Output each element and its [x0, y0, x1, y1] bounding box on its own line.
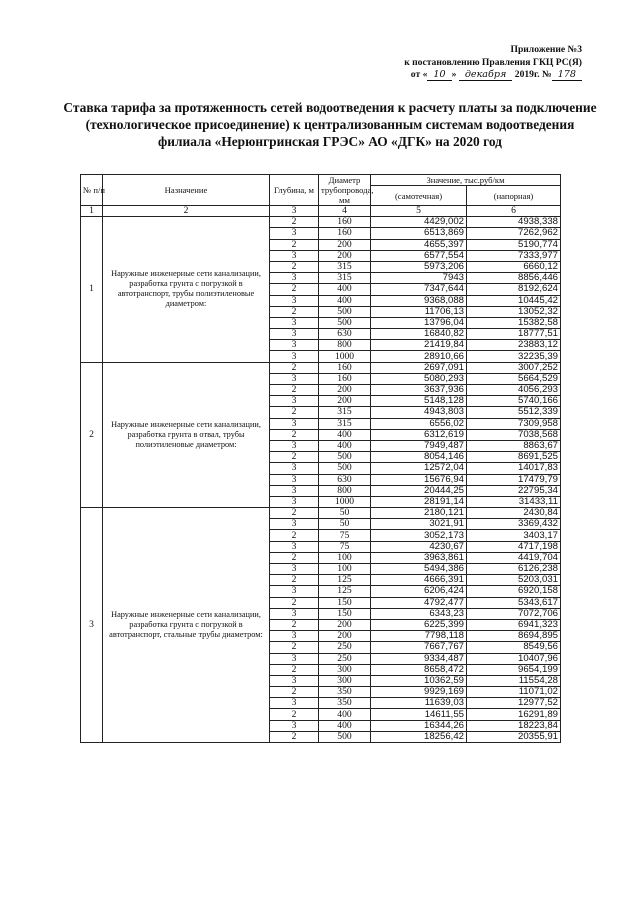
- depth-cell: 3: [270, 631, 319, 642]
- depth-cell: 3: [270, 463, 319, 474]
- gravity-value-cell: 4230,67: [371, 541, 467, 552]
- diameter-cell: 300: [319, 664, 371, 675]
- pressure-value-cell: 4056,293: [467, 385, 561, 396]
- gravity-value-cell: 7667,767: [371, 642, 467, 653]
- pressure-value-cell: 12977,52: [467, 698, 561, 709]
- gravity-value-cell: 7943: [371, 273, 467, 284]
- depth-cell: 3: [270, 675, 319, 686]
- depth-cell: 3: [270, 396, 319, 407]
- diameter-cell: 1000: [319, 351, 371, 362]
- diameter-cell: 200: [319, 385, 371, 396]
- diameter-cell: 300: [319, 675, 371, 686]
- header-no: № п/п: [81, 175, 103, 206]
- diameter-cell: 350: [319, 687, 371, 698]
- diameter-cell: 315: [319, 273, 371, 284]
- gravity-value-cell: 6577,554: [371, 250, 467, 261]
- gravity-value-cell: 3963,861: [371, 552, 467, 563]
- diameter-cell: 200: [319, 396, 371, 407]
- depth-cell: 3: [270, 418, 319, 429]
- pressure-value-cell: 23883,12: [467, 340, 561, 351]
- pressure-value-cell: 16291,89: [467, 709, 561, 720]
- pressure-value-cell: 8863,67: [467, 440, 561, 451]
- depth-cell: 2: [270, 664, 319, 675]
- diameter-cell: 350: [319, 698, 371, 709]
- depth-cell: 3: [270, 586, 319, 597]
- pressure-value-cell: 5343,617: [467, 597, 561, 608]
- diameter-cell: 75: [319, 541, 371, 552]
- diameter-cell: 125: [319, 586, 371, 597]
- diameter-cell: 160: [319, 362, 371, 373]
- gravity-value-cell: 2180,121: [371, 508, 467, 519]
- gravity-value-cell: 11706,13: [371, 306, 467, 317]
- depth-cell: 3: [270, 340, 319, 351]
- pressure-value-cell: 8549,56: [467, 642, 561, 653]
- pressure-value-cell: 3403,17: [467, 530, 561, 541]
- depth-cell: 3: [270, 273, 319, 284]
- pressure-value-cell: 8694,895: [467, 631, 561, 642]
- pressure-value-cell: 31433,11: [467, 496, 561, 507]
- depth-cell: 3: [270, 295, 319, 306]
- gravity-value-cell: 4792,477: [371, 597, 467, 608]
- diameter-cell: 800: [319, 340, 371, 351]
- header-pressure: (напорная): [467, 186, 561, 206]
- depth-cell: 2: [270, 362, 319, 373]
- table-row: [81, 362, 561, 373]
- date-year: 2019г. №: [514, 69, 552, 81]
- table-row: [81, 508, 561, 519]
- gravity-value-cell: 7949,487: [371, 440, 467, 451]
- col-number: 3: [270, 206, 319, 217]
- header-value: Значение, тыс.руб/км: [371, 175, 561, 186]
- pressure-value-cell: 5203,031: [467, 575, 561, 586]
- pressure-value-cell: 4717,198: [467, 541, 561, 552]
- depth-cell: 2: [270, 239, 319, 250]
- header-purpose: Назначение: [103, 175, 270, 206]
- gravity-value-cell: 15676,94: [371, 474, 467, 485]
- depth-cell: 3: [270, 720, 319, 731]
- diameter-cell: 100: [319, 564, 371, 575]
- pressure-value-cell: 7262,962: [467, 228, 561, 239]
- pressure-value-cell: 5190,774: [467, 239, 561, 250]
- group-number: 2: [81, 362, 103, 507]
- appendix-block: [404, 44, 582, 82]
- gravity-value-cell: 4655,397: [371, 239, 467, 250]
- depth-cell: 2: [270, 575, 319, 586]
- gravity-value-cell: 6556,02: [371, 418, 467, 429]
- diameter-cell: 400: [319, 709, 371, 720]
- diameter-cell: 315: [319, 407, 371, 418]
- diameter-cell: 150: [319, 597, 371, 608]
- pressure-value-cell: 17479,79: [467, 474, 561, 485]
- pressure-value-cell: 6660,12: [467, 261, 561, 272]
- depth-cell: 3: [270, 440, 319, 451]
- depth-cell: 2: [270, 284, 319, 295]
- appendix-title: Приложение №3: [510, 44, 582, 55]
- pressure-value-cell: 7309,958: [467, 418, 561, 429]
- depth-cell: 2: [270, 217, 319, 228]
- pressure-value-cell: 4419,704: [467, 552, 561, 563]
- diameter-cell: 160: [319, 373, 371, 384]
- depth-cell: 3: [270, 474, 319, 485]
- pressure-value-cell: 6941,323: [467, 619, 561, 630]
- header-depth: Глубина, м: [270, 175, 319, 206]
- diameter-cell: 400: [319, 429, 371, 440]
- gravity-value-cell: 7347,644: [371, 284, 467, 295]
- appendix-date-line: [404, 69, 582, 82]
- gravity-value-cell: 16840,82: [371, 329, 467, 340]
- depth-cell: 2: [270, 597, 319, 608]
- depth-cell: 3: [270, 653, 319, 664]
- gravity-value-cell: 6343,23: [371, 608, 467, 619]
- depth-cell: 3: [270, 608, 319, 619]
- pressure-value-cell: 4938,338: [467, 217, 561, 228]
- depth-cell: 2: [270, 552, 319, 563]
- pressure-value-cell: 18777,51: [467, 329, 561, 340]
- pressure-value-cell: 5664,529: [467, 373, 561, 384]
- depth-cell: 2: [270, 306, 319, 317]
- depth-cell: 3: [270, 250, 319, 261]
- gravity-value-cell: 9929,169: [371, 687, 467, 698]
- pressure-value-cell: 5512,339: [467, 407, 561, 418]
- gravity-value-cell: 28910,66: [371, 351, 467, 362]
- handwritten-day: 10: [427, 69, 451, 81]
- pressure-value-cell: 7072,706: [467, 608, 561, 619]
- gravity-value-cell: 8658,472: [371, 664, 467, 675]
- diameter-cell: 400: [319, 720, 371, 731]
- diameter-cell: 125: [319, 575, 371, 586]
- diameter-cell: 160: [319, 217, 371, 228]
- diameter-cell: 50: [319, 519, 371, 530]
- pressure-value-cell: 13052,32: [467, 306, 561, 317]
- depth-cell: 3: [270, 698, 319, 709]
- header-gravity: (самотечная): [371, 186, 467, 206]
- gravity-value-cell: 18256,42: [371, 731, 467, 742]
- depth-cell: 2: [270, 731, 319, 742]
- gravity-value-cell: 9334,487: [371, 653, 467, 664]
- diameter-cell: 200: [319, 239, 371, 250]
- col-number: 2: [103, 206, 270, 217]
- gravity-value-cell: 12572,04: [371, 463, 467, 474]
- gravity-value-cell: 14611,55: [371, 709, 467, 720]
- gravity-value-cell: 4666,391: [371, 575, 467, 586]
- group-number: 3: [81, 508, 103, 743]
- pressure-value-cell: 14017,83: [467, 463, 561, 474]
- diameter-cell: 630: [319, 329, 371, 340]
- pressure-value-cell: 20355,91: [467, 731, 561, 742]
- col-number: 1: [81, 206, 103, 217]
- table-row: [81, 217, 561, 228]
- pressure-value-cell: 10445,42: [467, 295, 561, 306]
- depth-cell: 2: [270, 530, 319, 541]
- pressure-value-cell: 6126,238: [467, 564, 561, 575]
- gravity-value-cell: 6312,619: [371, 429, 467, 440]
- group-description: Наружные инженерные сети канализации, разработка грунта с погрузкой в автотранспорт, стальные трубы диаметром:: [103, 508, 270, 743]
- depth-cell: 2: [270, 709, 319, 720]
- gravity-value-cell: 20444,25: [371, 485, 467, 496]
- depth-cell: 2: [270, 642, 319, 653]
- diameter-cell: 50: [319, 508, 371, 519]
- gravity-value-cell: 5148,128: [371, 396, 467, 407]
- depth-cell: 3: [270, 541, 319, 552]
- diameter-cell: 500: [319, 452, 371, 463]
- pressure-value-cell: 8691,525: [467, 452, 561, 463]
- gravity-value-cell: 21419,84: [371, 340, 467, 351]
- diameter-cell: 630: [319, 474, 371, 485]
- gravity-value-cell: 16344,26: [371, 720, 467, 731]
- pressure-value-cell: 32235,39: [467, 351, 561, 362]
- gravity-value-cell: 9368,088: [371, 295, 467, 306]
- diameter-cell: 400: [319, 440, 371, 451]
- gravity-value-cell: 5494,386: [371, 564, 467, 575]
- col-number: 4: [319, 206, 371, 217]
- depth-cell: 3: [270, 485, 319, 496]
- depth-cell: 3: [270, 373, 319, 384]
- gravity-value-cell: 4429,002: [371, 217, 467, 228]
- gravity-value-cell: 13796,04: [371, 317, 467, 328]
- diameter-cell: 400: [319, 295, 371, 306]
- depth-cell: 2: [270, 429, 319, 440]
- diameter-cell: 500: [319, 317, 371, 328]
- depth-cell: 3: [270, 228, 319, 239]
- gravity-value-cell: 2697,091: [371, 362, 467, 373]
- depth-cell: 3: [270, 564, 319, 575]
- gravity-value-cell: 6225,399: [371, 619, 467, 630]
- depth-cell: 2: [270, 452, 319, 463]
- depth-cell: 2: [270, 261, 319, 272]
- column-number-row: [81, 206, 561, 217]
- diameter-cell: 250: [319, 642, 371, 653]
- pressure-value-cell: 15382,58: [467, 317, 561, 328]
- header-diameter: Диаметр трубопровода, мм: [319, 175, 371, 206]
- pressure-value-cell: 8192,624: [467, 284, 561, 295]
- gravity-value-cell: 10362,59: [371, 675, 467, 686]
- pressure-value-cell: 11071,02: [467, 687, 561, 698]
- handwritten-number: 178: [552, 69, 582, 81]
- gravity-value-cell: 11639,03: [371, 698, 467, 709]
- col-number: 5: [371, 206, 467, 217]
- depth-cell: 3: [270, 329, 319, 340]
- diameter-cell: 400: [319, 284, 371, 295]
- date-prefix: от «: [410, 69, 428, 81]
- group-description: Наружные инженерные сети канализации, разработка грунта с погрузкой в автотранспорт, трубы полиэтиленовые диаметром:: [103, 217, 270, 362]
- depth-cell: 2: [270, 385, 319, 396]
- depth-cell: 2: [270, 508, 319, 519]
- pressure-value-cell: 2430,84: [467, 508, 561, 519]
- col-number: 6: [467, 206, 561, 217]
- gravity-value-cell: 5080,293: [371, 373, 467, 384]
- diameter-cell: 500: [319, 306, 371, 317]
- gravity-value-cell: 4943,803: [371, 407, 467, 418]
- depth-cell: 3: [270, 519, 319, 530]
- diameter-cell: 200: [319, 631, 371, 642]
- depth-cell: 3: [270, 317, 319, 328]
- diameter-cell: 75: [319, 530, 371, 541]
- depth-cell: 2: [270, 619, 319, 630]
- pressure-value-cell: 11554,28: [467, 675, 561, 686]
- gravity-value-cell: 6206,424: [371, 586, 467, 597]
- depth-cell: 2: [270, 407, 319, 418]
- diameter-cell: 315: [319, 418, 371, 429]
- gravity-value-cell: 3637,936: [371, 385, 467, 396]
- gravity-value-cell: 28191,14: [371, 496, 467, 507]
- depth-cell: 3: [270, 496, 319, 507]
- group-number: 1: [81, 217, 103, 362]
- diameter-cell: 500: [319, 731, 371, 742]
- gravity-value-cell: 3052,173: [371, 530, 467, 541]
- pressure-value-cell: 8856,446: [467, 273, 561, 284]
- gravity-value-cell: 3021,91: [371, 519, 467, 530]
- diameter-cell: 200: [319, 250, 371, 261]
- diameter-cell: 315: [319, 261, 371, 272]
- gravity-value-cell: 8054,146: [371, 452, 467, 463]
- handwritten-month: декабря: [459, 69, 513, 81]
- header-row: [81, 175, 561, 186]
- pressure-value-cell: 3369,432: [467, 519, 561, 530]
- tariff-table: [80, 174, 561, 743]
- depth-cell: 2: [270, 687, 319, 698]
- diameter-cell: 500: [319, 463, 371, 474]
- diameter-cell: 200: [319, 619, 371, 630]
- diameter-cell: 150: [319, 608, 371, 619]
- pressure-value-cell: 10407,96: [467, 653, 561, 664]
- pressure-value-cell: 9654,199: [467, 664, 561, 675]
- diameter-cell: 1000: [319, 496, 371, 507]
- group-description: Наружные инженерные сети канализации, разработка грунта в отвал, трубы полиэтиленовые диаметром:: [103, 362, 270, 507]
- document-title: Ставка тарифа за протяженность сетей водоотведения к расчету платы за подключение (технологическое присоединение) к централизованным системам водоотведения филиала «Нерюнгринская ГРЭС» АО «ДГК» на 2020 год: [63, 100, 597, 149]
- diameter-cell: 160: [319, 228, 371, 239]
- depth-cell: 3: [270, 351, 319, 362]
- pressure-value-cell: 5740,166: [467, 396, 561, 407]
- appendix-reference: к постановлению Правления ГКЦ РС(Я): [404, 56, 582, 68]
- pressure-value-cell: 22795,34: [467, 485, 561, 496]
- date-mid: »: [451, 69, 457, 81]
- pressure-value-cell: 7333,977: [467, 250, 561, 261]
- gravity-value-cell: 7798,118: [371, 631, 467, 642]
- pressure-value-cell: 6920,158: [467, 586, 561, 597]
- diameter-cell: 250: [319, 653, 371, 664]
- gravity-value-cell: 5973,206: [371, 261, 467, 272]
- diameter-cell: 800: [319, 485, 371, 496]
- pressure-value-cell: 7038,568: [467, 429, 561, 440]
- pressure-value-cell: 18223,84: [467, 720, 561, 731]
- pressure-value-cell: 3007,252: [467, 362, 561, 373]
- gravity-value-cell: 6513,869: [371, 228, 467, 239]
- diameter-cell: 100: [319, 552, 371, 563]
